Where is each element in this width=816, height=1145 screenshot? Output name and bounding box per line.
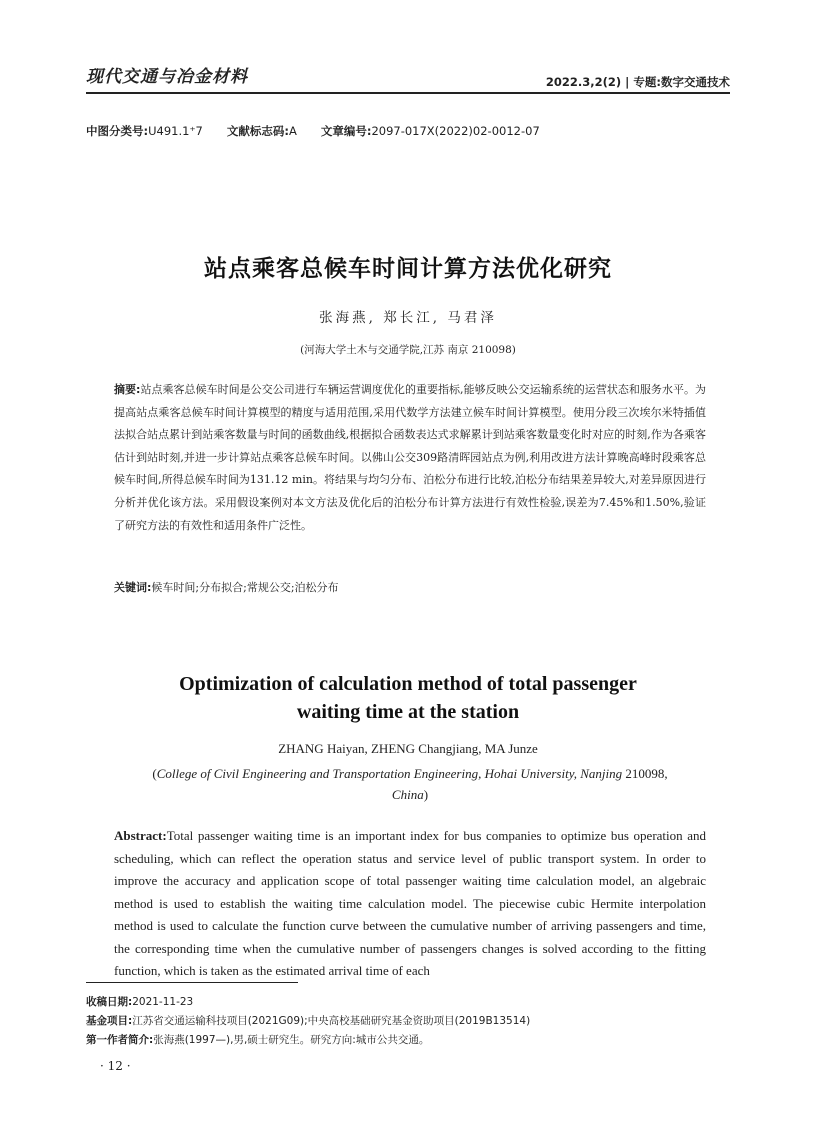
abstract-cn-text: 站点乘客总候车时间是公交公司进行车辆运营调度优化的重要指标,能够反映公交运输系统的运营状态和服务水平。为提高站点乘客总候车时间计算模型的精度与适用范围,采用代数学方法建立候车时间计算模型。使用分段三次埃尔米特插值法拟合站点累计到站乘客数量与时间的函数曲线,根据拟合函数表达式求解累计到站乘客数量变化时对应的时刻,作为各乘客估计到站时刻,并进一步计算站点乘客总候车时间。以佛山公交309路清晖园站点为例,利用改进方法计算晚高峰时段乘客总候车时间,所得总候车时间为131.12 min。将结果与均匀分布、泊松分布进行比较,泊松分布结果差异较大,对差异原因进行分析并优化该方法。采用假设案例对本文方法及优化后的泊松分布计算方法进行有效性检验,误差为7.45%和1.50%,验证了研究方法的有效性和适用条件广泛性。 — [114, 383, 706, 532]
fund-label: 基金项目: — [86, 1015, 133, 1027]
issue-info — [546, 74, 730, 90]
abstract-chinese — [114, 379, 706, 537]
article-no-label: 文章编号: — [320, 124, 372, 138]
doc-code-value: A — [288, 124, 297, 138]
issue-number: 2022.3,2(2) — [545, 75, 622, 89]
title-en-line1: Optimization of calculation method of total passenger — [179, 673, 637, 695]
classification-line — [86, 123, 540, 139]
affil-en-close: ) — [423, 787, 429, 802]
clc-label: 中图分类号: — [86, 124, 149, 138]
header-rule — [86, 92, 730, 94]
first-author-label: 第一作者简介: — [86, 1034, 154, 1046]
affil-en-institution: College of Civil Engineering and Transportation Engineering, Hohai University, Nanjing — [156, 766, 623, 781]
footnote-fund — [86, 1013, 530, 1028]
abstract-en-label: Abstract: — [114, 828, 167, 843]
page-number: · 12 · — [100, 1059, 131, 1073]
title-chinese: 站点乘客总候车时间计算方法优化研究 — [204, 256, 612, 282]
keywords-cn-text: 候车时间;分布拟合;常规公交;泊松分布 — [151, 581, 339, 594]
first-author-value: 张海燕(1997—),男,硕士研究生。研究方向:城市公共交通。 — [153, 1034, 430, 1046]
affil-en-open: ( — [152, 766, 157, 781]
header-separator: | — [621, 75, 634, 89]
title-english — [0, 670, 816, 726]
topic-label: 专题:数字交通技术 — [633, 75, 730, 89]
doc-code-label: 文献标志码: — [226, 124, 289, 138]
article-no-value: 2097-017X(2022)02-0012-07 — [371, 124, 540, 138]
keywords-cn-label: 关键词: — [114, 581, 152, 594]
keywords-chinese — [114, 579, 706, 595]
footnote-rule — [86, 982, 298, 983]
authors-english: ZHANG Haiyan, ZHENG Changjiang, MA Junze — [278, 741, 538, 756]
abstract-en-text: Total passenger waiting time is an important index for bus companies to optimize bus operation and scheduling, which can reflect the operation status and service level of public transport system. In order to improve the accuracy and application scope of total passenger waiting time calculation model, an algebraic method is used to establish the waiting time calculation model. The piecewise cubic Hermite interpolation method is used to calculate the function curve between the cumulative number of arriving passengers and time, the corresponding time when the cumulative number of passengers changes is solved according to the fitting function, which is taken as the estimated arrival time of each — [114, 828, 706, 978]
received-label: 收稿日期: — [86, 996, 133, 1008]
affiliation-english — [114, 763, 706, 805]
fund-value: 江苏省交通运输科技项目(2021G09);中央高校基础研究基金资助项目(2019B13514) — [132, 1015, 531, 1027]
authors-chinese: 张海燕, 郑长江, 马君泽 — [319, 310, 497, 326]
affiliation-chinese: (河海大学土木与交通学院,江苏 南京 210098) — [300, 344, 516, 356]
journal-logo: 现代交通与冶金材料 — [86, 67, 248, 87]
abstract-english — [114, 825, 706, 983]
clc-value: U491.1⁺7 — [148, 124, 203, 138]
footnote-received — [86, 994, 193, 1009]
received-value: 2021-11-23 — [132, 996, 194, 1008]
affil-en-postcode: 210098, — [622, 766, 668, 781]
affil-en-country: China — [391, 787, 424, 802]
footnote-first-author — [86, 1032, 429, 1047]
title-en-line2: waiting time at the station — [296, 701, 520, 723]
abstract-cn-label: 摘要: — [114, 383, 141, 396]
